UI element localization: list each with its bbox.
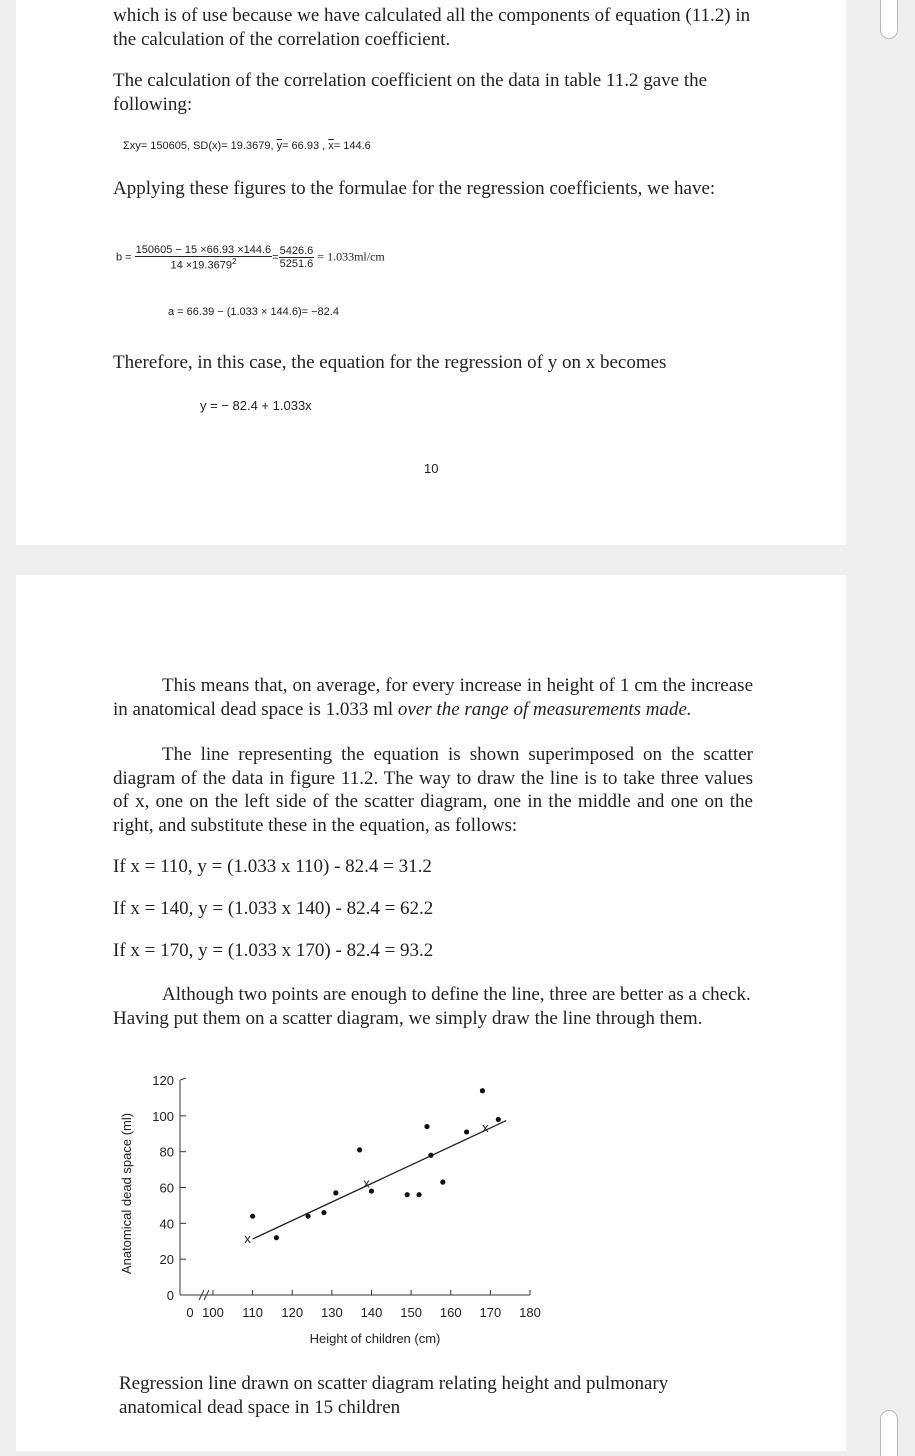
y-tick-label: 0: [166, 1288, 174, 1303]
page-number: 10: [424, 461, 439, 476]
x-bar-value: = 144.6: [333, 140, 371, 152]
scatter-point: [405, 1192, 410, 1197]
paragraph-therefore: Therefore, in this case, the equation for the regression of y on x becomes: [113, 352, 667, 373]
regression-line: [253, 1121, 507, 1239]
scrollbar-thumb-bottom[interactable]: [880, 1410, 898, 1456]
x-tick-label: 150: [400, 1305, 422, 1320]
calc-line-110: If x = 110, y = (1.033 x 110) - 82.4 = 31.2: [113, 856, 432, 877]
y-bar-value: = 66.93 ,: [282, 140, 326, 152]
regression-point-marker: x: [244, 1231, 251, 1247]
b-equals: =: [272, 251, 279, 264]
y-axis-label: Anatomical dead space (ml): [119, 1112, 134, 1275]
b-numerator-2: 5426.6: [279, 245, 314, 258]
document-page-10: [16, 0, 846, 545]
scatter-point: [250, 1214, 255, 1219]
y-axis-cap: [180, 1078, 186, 1080]
paragraph-means-main: This means that, on average, for every increase in height of 1 cm the increase in anatomical dead space is 1.033 ml: [113, 675, 753, 720]
paragraph-correlation-use: which is of use because we have calculated all the components of equation (11.2) in the calculation of the correlation coefficient.: [113, 5, 751, 50]
b-denominator-1-text: 14 ×19.3679: [170, 259, 232, 272]
regression-point-marker: x: [482, 1120, 489, 1136]
b-denominator-2: 5251.6: [279, 258, 314, 271]
x-tick-label: 100: [202, 1305, 224, 1320]
x-axis-label: Height of children (cm): [309, 1331, 441, 1346]
y-tick-label: 100: [152, 1108, 174, 1124]
scatter-point: [274, 1235, 279, 1240]
x-tick-label: 180: [519, 1305, 541, 1320]
document-page-11: [16, 575, 846, 1451]
paragraph-line: The line representing the equation is shown superimposed on the scatter diagram of the data in figure 11.2. The way to draw the line is to take three values of x, one on the left side of the scatter diagram, one in the middle and one on the right, and substitute these in the equation, as follows:: [113, 744, 753, 836]
scatter-point: [321, 1210, 326, 1215]
paragraph-means: [113, 674, 753, 721]
scatter-point: [357, 1147, 362, 1152]
b-lhs: b =: [116, 251, 132, 264]
b-coefficient-formula: [116, 244, 385, 272]
x-tick-label: 0: [186, 1305, 194, 1320]
y-tick-label: 60: [159, 1180, 174, 1196]
b-result: = 1.033ml/cm: [317, 249, 385, 264]
b-denominator-exponent: 2: [231, 257, 237, 266]
x-tick-label: 120: [281, 1305, 304, 1320]
paragraph-two-points: Although two points are enough to define the line, three are better as a check. Having put them on a scatter diagram, we simply draw the line through them.: [113, 984, 751, 1029]
figure-caption: Regression line drawn on scatter diagram relating height and pulmonary anatomical dead space in 15 children: [119, 1373, 669, 1418]
scatter-point: [428, 1153, 433, 1158]
b-numerator-1: 150605 − 15 ×66.93 ×144.6: [135, 244, 272, 256]
x-tick-label: 110: [242, 1305, 263, 1320]
scatter-point: [496, 1117, 501, 1122]
y-tick-label: 120: [152, 1073, 174, 1088]
calc-line-140: If x = 140, y = (1.033 x 140) - 82.4 = 62.2: [113, 898, 434, 919]
y-tick-label: 80: [159, 1144, 174, 1160]
scatter-point: [464, 1129, 469, 1134]
scatter-point: [440, 1180, 445, 1185]
paragraph-calculation: The calculation of the correlation coefficient on the data in table 11.2 gave the following:: [113, 70, 708, 115]
scrollbar-thumb-top[interactable]: [880, 0, 898, 39]
paragraph-means-italic: over the range of measurements made.: [397, 698, 692, 720]
paragraph-applying: Applying these figures to the formulae for the regression coefficients, we have:: [113, 178, 716, 199]
x-tick-label: 140: [360, 1305, 383, 1320]
scatter-point: [480, 1088, 485, 1093]
scatter-point: [306, 1214, 311, 1219]
x-tick-label: 160: [439, 1305, 462, 1320]
regression-point-marker: x: [363, 1175, 370, 1191]
scatter-point: [333, 1190, 338, 1195]
sum-xy-sd: Σxy= 150605, SD(x)= 19.3679,: [123, 140, 274, 152]
a-coefficient-formula: a = 66.39 − (1.033 × 144.6)= −82.4: [168, 306, 339, 318]
x-bar-symbol: $\overline{x}$: [328, 140, 334, 152]
x-tick-label: 130: [321, 1305, 343, 1320]
scatter-point: [369, 1188, 374, 1193]
scatter-chart: [113, 1065, 543, 1355]
y-bar-symbol: $\overline{y}$: [276, 140, 283, 152]
scatter-point: [424, 1124, 429, 1129]
summary-statistics-formula: [123, 140, 371, 152]
x-tick-label: 170: [479, 1305, 502, 1320]
scatter-point: [416, 1192, 421, 1197]
y-tick-label: 40: [159, 1216, 174, 1232]
y-tick-label: 20: [159, 1252, 174, 1268]
b-fraction-1: [135, 244, 273, 272]
b-fraction-2: [279, 245, 315, 270]
regression-equation: y = − 82.4 + 1.033x: [200, 398, 312, 413]
calc-line-170: If x = 170, y = (1.033 x 170) - 82.4 = 93.2: [113, 940, 434, 961]
b-denominator-1: [135, 257, 273, 272]
